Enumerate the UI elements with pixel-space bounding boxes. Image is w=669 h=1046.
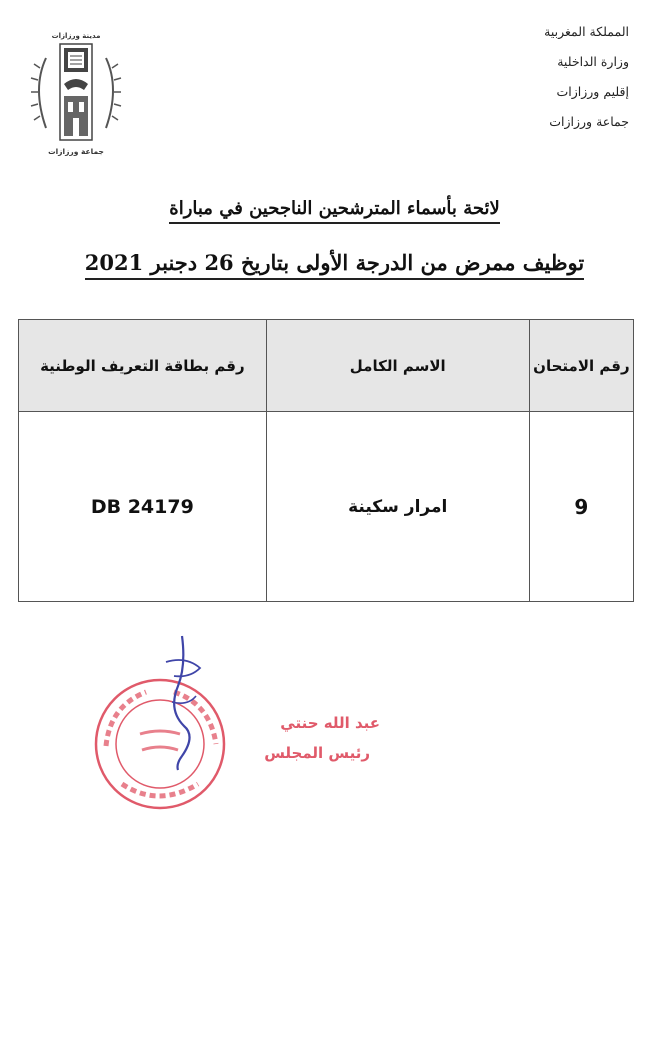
header-exam-number: رقم الامتحان: [529, 320, 633, 412]
cell-full-name: امرار سكينة: [266, 412, 529, 602]
signature-stroke-icon: [152, 632, 212, 772]
logo-bottom-text: جماعة ورزازات: [48, 147, 104, 156]
title-line-1-text: لائحة بأسماء المترشحين الناجحين في مباراة: [169, 198, 499, 224]
commune-logo: [24, 28, 128, 158]
table-header-row: [19, 320, 634, 412]
signatory-name: عبد الله حنتي: [280, 714, 380, 732]
table-row: [19, 412, 634, 602]
cell-exam-number: 9: [529, 412, 633, 602]
letterhead-line-ministry: وزارة الداخلية: [557, 54, 629, 69]
letterhead-line-commune: جماعة ورزازات: [549, 114, 629, 129]
letterhead-line-province: إقليم ورزازات: [556, 84, 629, 99]
letterhead-line-kingdom: المملكة المغربية: [544, 24, 629, 39]
title-line-2: [40, 250, 629, 280]
cell-cin: DB 24179: [19, 412, 267, 602]
results-table: [18, 319, 634, 602]
logo-top-text: مدينة ورزازات: [51, 32, 101, 40]
header-cin: رقم بطاقة التعريف الوطنية: [19, 320, 267, 412]
handwritten-signature: [152, 632, 212, 772]
title-line-2-text: توظيف ممرض من الدرجة الأولى بتاريخ 26 دجنبر 2021: [85, 250, 584, 280]
header-full-name: الاسم الكامل: [266, 320, 529, 412]
letterhead: [429, 20, 629, 140]
commune-emblem-icon: [24, 28, 128, 158]
signatory-role: رئيس المجلس: [264, 744, 370, 762]
title-line-1: [40, 198, 629, 224]
